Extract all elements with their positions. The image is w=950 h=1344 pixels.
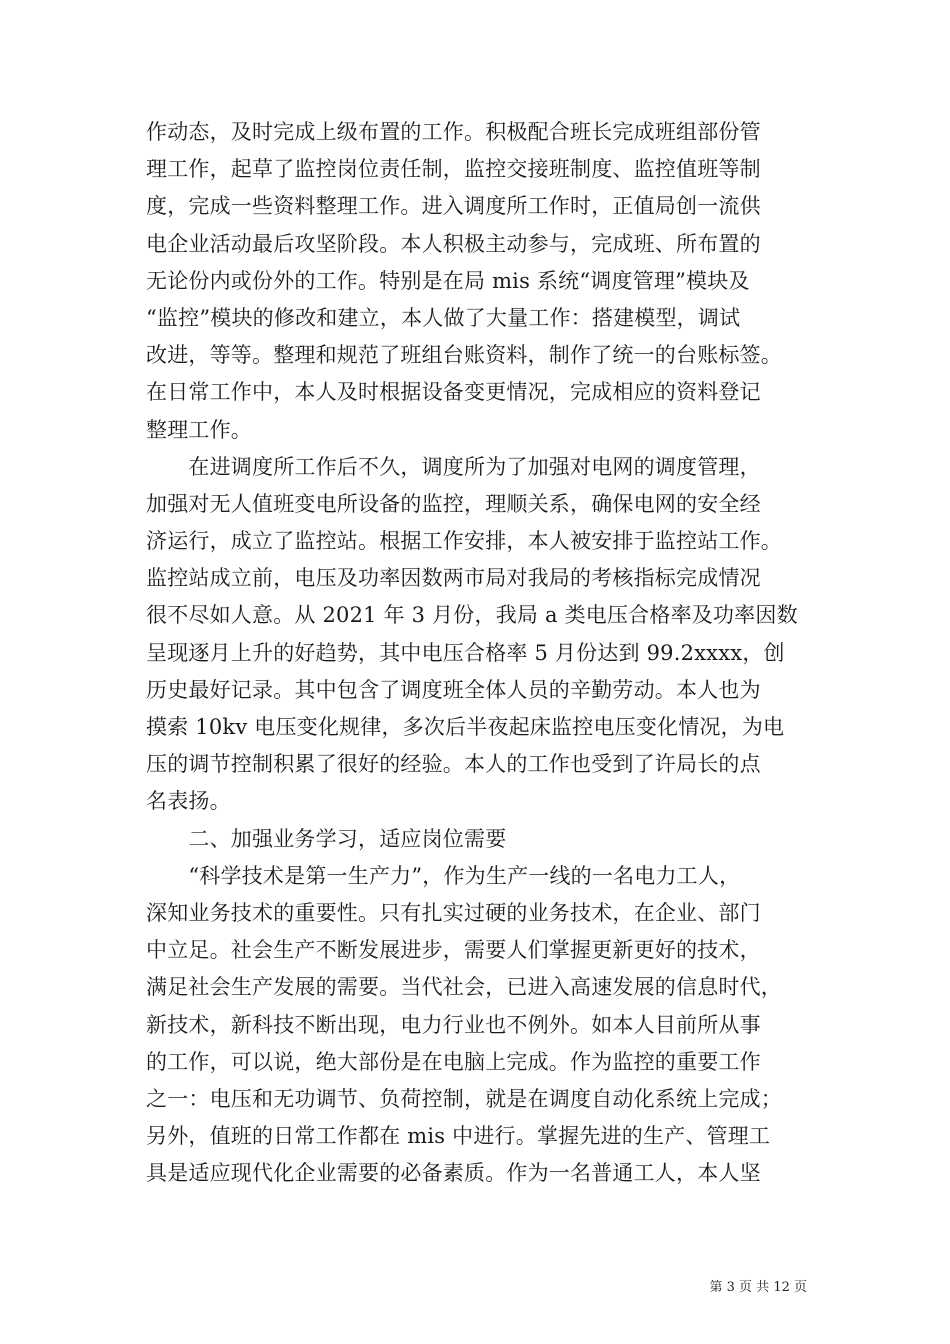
text-line: 在日常工作中，本人及时根据设备变更情况，完成相应的资料登记 <box>146 380 761 405</box>
text-line: 的工作，可以说，绝大部份是在电脑上完成。作为监控的重要工作 <box>146 1049 761 1074</box>
text-line: 济运行，成立了监控站。根据工作安排，本人被安排于监控站工作。 <box>146 529 782 554</box>
text-line: 新技术，新科技不断出现，电力行业也不例外。如本人目前所从事 <box>146 1012 761 1037</box>
document-body <box>146 114 806 1192</box>
text-line: 作动态，及时完成上级布置的工作。积极配合班长完成班组部份管 <box>146 120 761 144</box>
text-line: 另外，值班的日常工作都在 mis 中进行。掌握先进的生产、管理工 <box>146 1124 771 1149</box>
text-line: 历史最好记录。其中包含了调度班全体人员的辛勤劳动。本人也为 <box>146 677 761 702</box>
text-line: 满足社会生产发展的需要。当代社会，已进入高速发展的信息时代， <box>146 975 782 1000</box>
text-line: 加强对无人值班变电所设备的监控，理顺关系，确保电网的安全经 <box>146 491 761 516</box>
text-line: 中立足。社会生产不断发展进步，需要人们掌握更新更好的技术， <box>146 938 761 963</box>
section-heading: 二、加强业务学习，适应岗位需要 <box>146 826 507 851</box>
text-line: 摸索 10kv 电压变化规律，多次后半夜起床监控电压变化情况，为电 <box>146 715 785 739</box>
text-line: 之一：电压和无功调节、负荷控制，就是在调度自动化系统上完成； <box>146 1086 782 1111</box>
text-line: 整理工作。 <box>146 417 252 442</box>
text-line: 深知业务技术的重要性。只有扎实过硬的业务技术，在企业、部门 <box>146 900 761 925</box>
text-line: 无论份内或份外的工作。特别是在局 mis 系统“调度管理”模块及 <box>146 268 750 293</box>
text-line: “监控”模块的修改和建立，本人做了大量工作：搭建模型，调试 <box>146 305 741 330</box>
page-number: 第 3 页 共 12 页 <box>709 1280 807 1295</box>
text-line: 改进，等等。整理和规范了班组台账资料，制作了统一的台账标签。 <box>146 343 782 368</box>
text-line: 监控站成立前，电压及功率因数两市局对我局的考核指标完成情况 <box>146 566 761 591</box>
text-line: 具是适应现代化企业需要的必备素质。作为一名普通工人，本人坚 <box>146 1161 761 1186</box>
text-line: 电企业活动最后攻坚阶段。本人积极主动参与，完成班、所布置的 <box>146 231 761 256</box>
text-line: 名表扬。 <box>146 789 231 814</box>
text-line: 呈现逐月上升的好趋势，其中电压合格率 5 月份达到 99.2xxxx，创 <box>146 640 785 665</box>
text-line: “科学技术是第一生产力”，作为生产一线的一名电力工人， <box>146 863 741 888</box>
text-line: 压的调节控制积累了很好的经验。本人的工作也受到了许局长的点 <box>146 752 761 777</box>
text-line: 在进调度所工作后不久，调度所为了加强对电网的调度管理， <box>146 454 761 479</box>
text-line: 度，完成一些资料整理工作。进入调度所工作时，正值局创一流供 <box>146 194 761 219</box>
text-line: 理工作，起草了监控岗位责任制，监控交接班制度、监控值班等制 <box>146 157 761 182</box>
text-line: 很不尽如人意。从 2021 年 3 月份，我局 a 类电压合格率及功率因数 <box>146 603 798 628</box>
